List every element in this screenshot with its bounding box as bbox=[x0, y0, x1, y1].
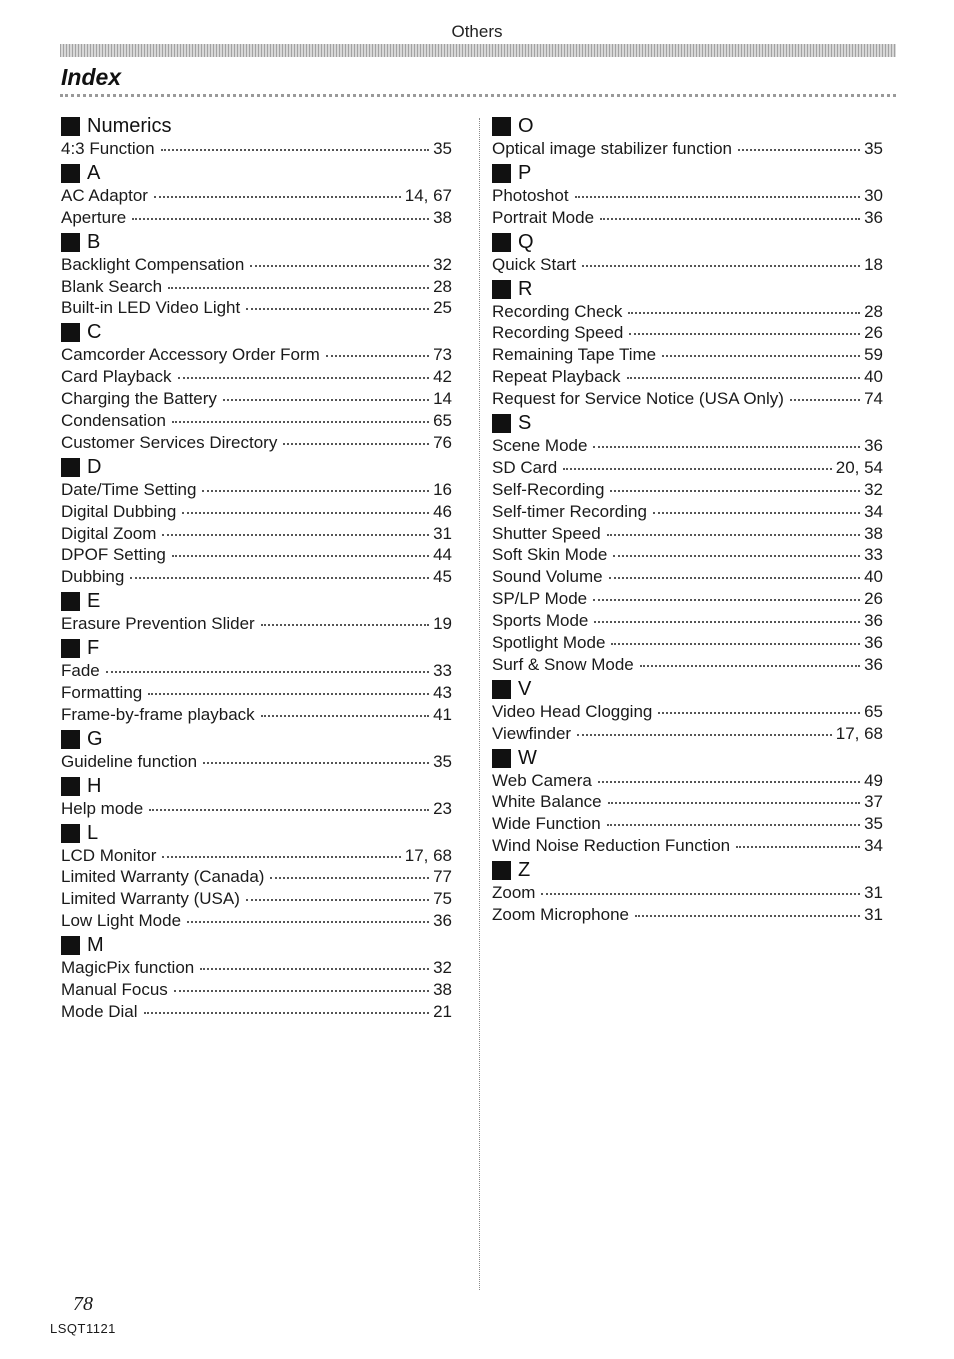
index-page-ref: 14 bbox=[433, 389, 452, 409]
index-entry bbox=[61, 389, 452, 411]
index-entry bbox=[61, 911, 452, 933]
square-bullet-icon bbox=[61, 777, 80, 796]
index-term: Digital Zoom bbox=[61, 523, 157, 543]
index-page-ref: 26 bbox=[864, 323, 883, 343]
index-entry bbox=[492, 480, 883, 502]
index-column-right bbox=[492, 114, 883, 927]
index-term: Camcorder Accessory Order Form bbox=[61, 345, 320, 365]
index-group-header bbox=[492, 230, 883, 255]
index-page-ref: 32 bbox=[433, 958, 452, 978]
index-entry bbox=[61, 345, 452, 367]
square-bullet-icon bbox=[492, 164, 511, 183]
index-group-header bbox=[61, 774, 452, 799]
index-page-ref: 16 bbox=[433, 479, 452, 499]
dot-leader bbox=[250, 265, 429, 267]
index-entry bbox=[61, 799, 452, 821]
index-term: Card Playback bbox=[61, 367, 172, 387]
index-page-ref: 14, 67 bbox=[404, 185, 452, 205]
index-group-header bbox=[492, 114, 883, 139]
index-letter: S bbox=[518, 412, 532, 435]
square-bullet-icon bbox=[492, 749, 511, 768]
index-letter: H bbox=[87, 774, 102, 797]
dot-leader bbox=[203, 762, 429, 764]
index-group-header bbox=[492, 677, 883, 702]
index-term: Sports Mode bbox=[492, 611, 589, 631]
index-term: Blank Search bbox=[61, 276, 163, 296]
index-entry bbox=[61, 867, 452, 889]
index-letter: R bbox=[518, 277, 533, 300]
index-term: Web Camera bbox=[492, 770, 592, 790]
dot-leader bbox=[130, 577, 429, 579]
index-letter: G bbox=[87, 727, 103, 750]
index-page-ref: 20, 54 bbox=[835, 457, 883, 477]
document-code: LSQT1121 bbox=[50, 1321, 116, 1336]
index-page-ref: 31 bbox=[864, 883, 883, 903]
dot-leader bbox=[174, 990, 429, 992]
index-page-ref: 23 bbox=[433, 798, 452, 818]
index-page-ref: 33 bbox=[864, 545, 883, 565]
square-bullet-icon bbox=[61, 458, 80, 477]
column-divider bbox=[479, 118, 480, 1290]
dot-leader bbox=[270, 877, 429, 879]
index-term: Customer Services Directory bbox=[61, 432, 278, 452]
index-group-header bbox=[61, 114, 452, 139]
index-entry bbox=[61, 958, 452, 980]
square-bullet-icon bbox=[492, 280, 511, 299]
index-term: Shutter Speed bbox=[492, 523, 601, 543]
index-page-ref: 65 bbox=[864, 701, 883, 721]
index-term: Zoom bbox=[492, 883, 536, 903]
index-entry bbox=[492, 186, 883, 208]
index-term: SD Card bbox=[492, 457, 558, 477]
index-group-header bbox=[492, 746, 883, 771]
index-group-header bbox=[492, 161, 883, 186]
dot-leader bbox=[223, 399, 429, 401]
dot-leader bbox=[736, 846, 860, 848]
index-term: Condensation bbox=[61, 411, 166, 431]
dot-leader bbox=[148, 693, 429, 695]
dot-leader bbox=[162, 534, 429, 536]
index-entry bbox=[492, 389, 883, 411]
index-entry bbox=[492, 458, 883, 480]
dot-leader bbox=[144, 1012, 430, 1014]
index-page-ref: 38 bbox=[433, 207, 452, 227]
index-entry bbox=[492, 545, 883, 567]
index-entry bbox=[492, 724, 883, 746]
index-page-ref: 73 bbox=[433, 345, 452, 365]
dot-leader bbox=[658, 712, 860, 714]
index-term: Limited Warranty (Canada) bbox=[61, 867, 265, 887]
index-page-ref: 32 bbox=[433, 254, 452, 274]
index-page-ref: 35 bbox=[864, 814, 883, 834]
index-letter: C bbox=[87, 321, 102, 344]
index-page-ref: 36 bbox=[864, 436, 883, 456]
index-term: Spotlight Mode bbox=[492, 633, 606, 653]
index-page-ref: 28 bbox=[864, 301, 883, 321]
square-bullet-icon bbox=[61, 323, 80, 342]
dot-leader bbox=[640, 665, 860, 667]
index-entry bbox=[492, 367, 883, 389]
index-page-ref: 33 bbox=[433, 661, 452, 681]
dot-leader bbox=[575, 196, 861, 198]
index-page-ref: 36 bbox=[864, 654, 883, 674]
index-entry bbox=[492, 883, 883, 905]
index-page-ref: 40 bbox=[864, 367, 883, 387]
index-page-ref: 31 bbox=[433, 523, 452, 543]
index-page-ref: 75 bbox=[433, 889, 452, 909]
square-bullet-icon bbox=[492, 680, 511, 699]
index-letter: Numerics bbox=[87, 115, 172, 137]
index-term: LCD Monitor bbox=[61, 845, 157, 865]
index-term: Fade bbox=[61, 661, 100, 681]
square-bullet-icon bbox=[61, 639, 80, 658]
index-term: SP/LP Mode bbox=[492, 589, 588, 609]
index-term: Charging the Battery bbox=[61, 389, 217, 409]
title-divider bbox=[60, 94, 896, 97]
dot-leader bbox=[202, 490, 429, 492]
index-page-ref: 35 bbox=[433, 139, 452, 158]
dot-leader bbox=[635, 915, 860, 917]
index-entry bbox=[61, 298, 452, 320]
dot-leader bbox=[598, 781, 860, 783]
index-page-ref: 18 bbox=[864, 254, 883, 274]
index-term: Help mode bbox=[61, 798, 144, 818]
index-entry bbox=[61, 980, 452, 1002]
index-page-ref: 45 bbox=[433, 567, 452, 587]
index-page-ref: 37 bbox=[864, 792, 883, 812]
index-term: Repeat Playback bbox=[492, 367, 621, 387]
page-title: Index bbox=[61, 64, 122, 90]
index-term: Sound Volume bbox=[492, 567, 603, 587]
dot-leader bbox=[283, 443, 429, 445]
index-letter: Z bbox=[518, 859, 531, 882]
dot-leader bbox=[246, 308, 429, 310]
index-entry bbox=[61, 614, 452, 636]
dot-leader bbox=[790, 399, 860, 401]
index-page-ref: 38 bbox=[433, 980, 452, 1000]
index-letter: B bbox=[87, 230, 101, 253]
index-term: Formatting bbox=[61, 683, 143, 703]
square-bullet-icon bbox=[61, 824, 80, 843]
dot-leader bbox=[326, 355, 429, 357]
index-page-ref: 49 bbox=[864, 770, 883, 790]
index-group-header bbox=[61, 933, 452, 958]
index-page-ref: 43 bbox=[433, 683, 452, 703]
index-entry bbox=[61, 846, 452, 868]
dot-leader bbox=[172, 555, 429, 557]
index-entry bbox=[61, 208, 452, 230]
index-page-ref: 36 bbox=[864, 611, 883, 631]
dot-leader bbox=[541, 893, 860, 895]
index-entry bbox=[61, 1002, 452, 1024]
index-entry bbox=[492, 502, 883, 524]
index-page-ref: 36 bbox=[864, 207, 883, 227]
index-page-ref: 74 bbox=[864, 389, 883, 409]
index-entry bbox=[61, 186, 452, 208]
index-page-ref: 31 bbox=[864, 905, 883, 925]
index-entry bbox=[61, 480, 452, 502]
index-letter: D bbox=[87, 455, 102, 478]
index-entry bbox=[492, 524, 883, 546]
page-number: 78 bbox=[73, 1293, 93, 1315]
index-entry bbox=[61, 889, 452, 911]
index-term: Request for Service Notice (USA Only) bbox=[492, 389, 784, 409]
index-term: MagicPix function bbox=[61, 958, 195, 978]
index-term: Date/Time Setting bbox=[61, 479, 197, 499]
index-entry bbox=[492, 633, 883, 655]
index-entry bbox=[492, 792, 883, 814]
index-entry bbox=[61, 139, 452, 161]
index-term: White Balance bbox=[492, 792, 602, 812]
index-page-ref: 25 bbox=[433, 298, 452, 318]
index-entry bbox=[61, 433, 452, 455]
index-term: Limited Warranty (USA) bbox=[61, 889, 240, 909]
dot-leader bbox=[261, 624, 429, 626]
index-letter: O bbox=[518, 115, 534, 137]
index-entry bbox=[492, 323, 883, 345]
index-group-header bbox=[61, 455, 452, 480]
index-term: Mode Dial bbox=[61, 1001, 138, 1021]
index-entry bbox=[492, 905, 883, 927]
index-term: Wind Noise Reduction Function bbox=[492, 836, 731, 856]
index-entry bbox=[61, 661, 452, 683]
square-bullet-icon bbox=[61, 233, 80, 252]
index-entry bbox=[492, 655, 883, 677]
header-band bbox=[60, 44, 896, 57]
index-page-ref: 59 bbox=[864, 345, 883, 365]
index-entry bbox=[492, 208, 883, 230]
dot-leader bbox=[609, 577, 860, 579]
index-entry bbox=[61, 277, 452, 299]
index-page-ref: 35 bbox=[433, 751, 452, 771]
index-term: DPOF Setting bbox=[61, 545, 166, 565]
index-column-left bbox=[61, 114, 452, 1024]
dot-leader bbox=[106, 671, 429, 673]
dot-leader bbox=[607, 534, 860, 536]
index-group-header bbox=[492, 858, 883, 883]
index-group-header bbox=[61, 230, 452, 255]
dot-leader bbox=[172, 421, 429, 423]
index-term: Zoom Microphone bbox=[492, 905, 630, 925]
index-term: Optical image stabilizer function bbox=[492, 139, 733, 158]
index-term: Viewfinder bbox=[492, 723, 572, 743]
square-bullet-icon bbox=[61, 117, 80, 136]
index-term: Manual Focus bbox=[61, 980, 168, 1000]
index-term: Video Head Clogging bbox=[492, 701, 653, 721]
index-term: Soft Skin Mode bbox=[492, 545, 608, 565]
square-bullet-icon bbox=[61, 164, 80, 183]
index-term: Scene Mode bbox=[492, 436, 588, 456]
dot-leader bbox=[168, 287, 429, 289]
index-term: Erasure Prevention Slider bbox=[61, 614, 255, 634]
index-page-ref: 40 bbox=[864, 567, 883, 587]
dot-leader bbox=[154, 196, 401, 198]
index-page-ref: 32 bbox=[864, 479, 883, 499]
index-term: Quick Start bbox=[492, 254, 577, 274]
index-entry bbox=[61, 367, 452, 389]
index-letter: F bbox=[87, 637, 100, 660]
index-term: Guideline function bbox=[61, 751, 198, 771]
index-term: Dubbing bbox=[61, 567, 125, 587]
index-entry bbox=[492, 814, 883, 836]
index-term: Aperture bbox=[61, 207, 127, 227]
index-group-header bbox=[61, 161, 452, 186]
index-page-ref: 46 bbox=[433, 501, 452, 521]
index-page-ref: 76 bbox=[433, 432, 452, 452]
dot-leader bbox=[246, 899, 429, 901]
index-entry bbox=[61, 545, 452, 567]
index-letter: M bbox=[87, 934, 104, 957]
square-bullet-icon bbox=[492, 117, 511, 136]
index-letter: A bbox=[87, 161, 101, 184]
dot-leader bbox=[149, 809, 429, 811]
index-term: Low Light Mode bbox=[61, 911, 182, 931]
index-entry bbox=[61, 683, 452, 705]
dot-leader bbox=[563, 468, 832, 470]
index-term: Surf & Snow Mode bbox=[492, 654, 634, 674]
index-entry bbox=[492, 139, 883, 161]
index-group-header bbox=[492, 277, 883, 302]
index-term: Recording Speed bbox=[492, 323, 624, 343]
square-bullet-icon bbox=[61, 592, 80, 611]
index-group-header bbox=[61, 727, 452, 752]
index-entry bbox=[492, 345, 883, 367]
dot-leader bbox=[187, 921, 429, 923]
dot-leader bbox=[161, 149, 430, 151]
index-page-ref: 36 bbox=[433, 911, 452, 931]
dot-leader bbox=[653, 512, 860, 514]
index-entry bbox=[492, 771, 883, 793]
index-entry bbox=[492, 836, 883, 858]
index-page-ref: 21 bbox=[433, 1001, 452, 1021]
square-bullet-icon bbox=[492, 414, 511, 433]
index-group-header bbox=[61, 821, 452, 846]
index-entry bbox=[492, 702, 883, 724]
dot-leader bbox=[627, 377, 861, 379]
index-term: Photoshot bbox=[492, 185, 569, 205]
index-term: AC Adaptor bbox=[61, 185, 148, 205]
index-entry bbox=[61, 411, 452, 433]
index-page-ref: 26 bbox=[864, 589, 883, 609]
dot-leader bbox=[162, 856, 400, 858]
index-entry bbox=[61, 752, 452, 774]
dot-leader bbox=[607, 824, 860, 826]
dot-leader bbox=[629, 333, 860, 335]
index-entry bbox=[61, 524, 452, 546]
index-entry bbox=[492, 302, 883, 324]
index-page-ref: 19 bbox=[433, 614, 452, 634]
dot-leader bbox=[610, 490, 860, 492]
index-term: Self-timer Recording bbox=[492, 501, 647, 521]
index-entry bbox=[61, 567, 452, 589]
index-term: Digital Dubbing bbox=[61, 501, 177, 521]
dot-leader bbox=[132, 218, 429, 220]
index-entry bbox=[492, 567, 883, 589]
dot-leader bbox=[577, 734, 832, 736]
dot-leader bbox=[613, 555, 860, 557]
dot-leader bbox=[593, 446, 860, 448]
square-bullet-icon bbox=[492, 233, 511, 252]
index-entry bbox=[492, 589, 883, 611]
dot-leader bbox=[662, 355, 860, 357]
index-page-ref: 36 bbox=[864, 633, 883, 653]
index-letter: Q bbox=[518, 230, 534, 253]
dot-leader bbox=[582, 265, 860, 267]
dot-leader bbox=[600, 218, 860, 220]
index-entry bbox=[492, 611, 883, 633]
index-term: Remaining Tape Time bbox=[492, 345, 657, 365]
index-entry bbox=[492, 255, 883, 277]
index-page-ref: 42 bbox=[433, 367, 452, 387]
index-group-header bbox=[61, 320, 452, 345]
dot-leader bbox=[178, 377, 430, 379]
index-page-ref: 28 bbox=[433, 276, 452, 296]
index-letter: E bbox=[87, 590, 101, 613]
dot-leader bbox=[593, 599, 860, 601]
index-letter: V bbox=[518, 677, 532, 700]
index-letter: W bbox=[518, 746, 537, 769]
index-term: 4:3 Function bbox=[61, 139, 155, 158]
dot-leader bbox=[608, 802, 860, 804]
index-letter: P bbox=[518, 161, 532, 184]
index-page-ref: 30 bbox=[864, 185, 883, 205]
index-page-ref: 34 bbox=[864, 501, 883, 521]
index-page-ref: 17, 68 bbox=[404, 845, 452, 865]
dot-leader bbox=[628, 312, 860, 314]
index-group-header bbox=[61, 636, 452, 661]
index-term: Self-Recording bbox=[492, 479, 605, 499]
index-entry bbox=[61, 705, 452, 727]
index-page-ref: 34 bbox=[864, 836, 883, 856]
index-term: Recording Check bbox=[492, 301, 623, 321]
index-term: Portrait Mode bbox=[492, 207, 595, 227]
index-entry bbox=[61, 502, 452, 524]
square-bullet-icon bbox=[61, 730, 80, 749]
dot-leader bbox=[261, 715, 429, 717]
index-page-ref: 41 bbox=[433, 704, 452, 724]
index-page-ref: 44 bbox=[433, 545, 452, 565]
index-page-ref: 77 bbox=[433, 867, 452, 887]
dot-leader bbox=[738, 149, 860, 151]
index-term: Built-in LED Video Light bbox=[61, 298, 241, 318]
dot-leader bbox=[182, 512, 429, 514]
dot-leader bbox=[594, 621, 860, 623]
square-bullet-icon bbox=[61, 936, 80, 955]
index-page-ref: 65 bbox=[433, 411, 452, 431]
index-entry bbox=[61, 255, 452, 277]
index-page-ref: 17, 68 bbox=[835, 723, 883, 743]
dot-leader bbox=[200, 968, 429, 970]
index-letter: L bbox=[87, 821, 99, 844]
index-group-header bbox=[492, 411, 883, 436]
index-page-ref: 35 bbox=[864, 139, 883, 158]
square-bullet-icon bbox=[492, 861, 511, 880]
index-term: Frame-by-frame playback bbox=[61, 704, 255, 724]
index-entry bbox=[492, 436, 883, 458]
section-label: Others bbox=[451, 22, 503, 41]
dot-leader bbox=[611, 643, 860, 645]
index-page-ref: 38 bbox=[864, 523, 883, 543]
index-term: Backlight Compensation bbox=[61, 254, 245, 274]
index-term: Wide Function bbox=[492, 814, 601, 834]
index-group-header bbox=[61, 589, 452, 614]
